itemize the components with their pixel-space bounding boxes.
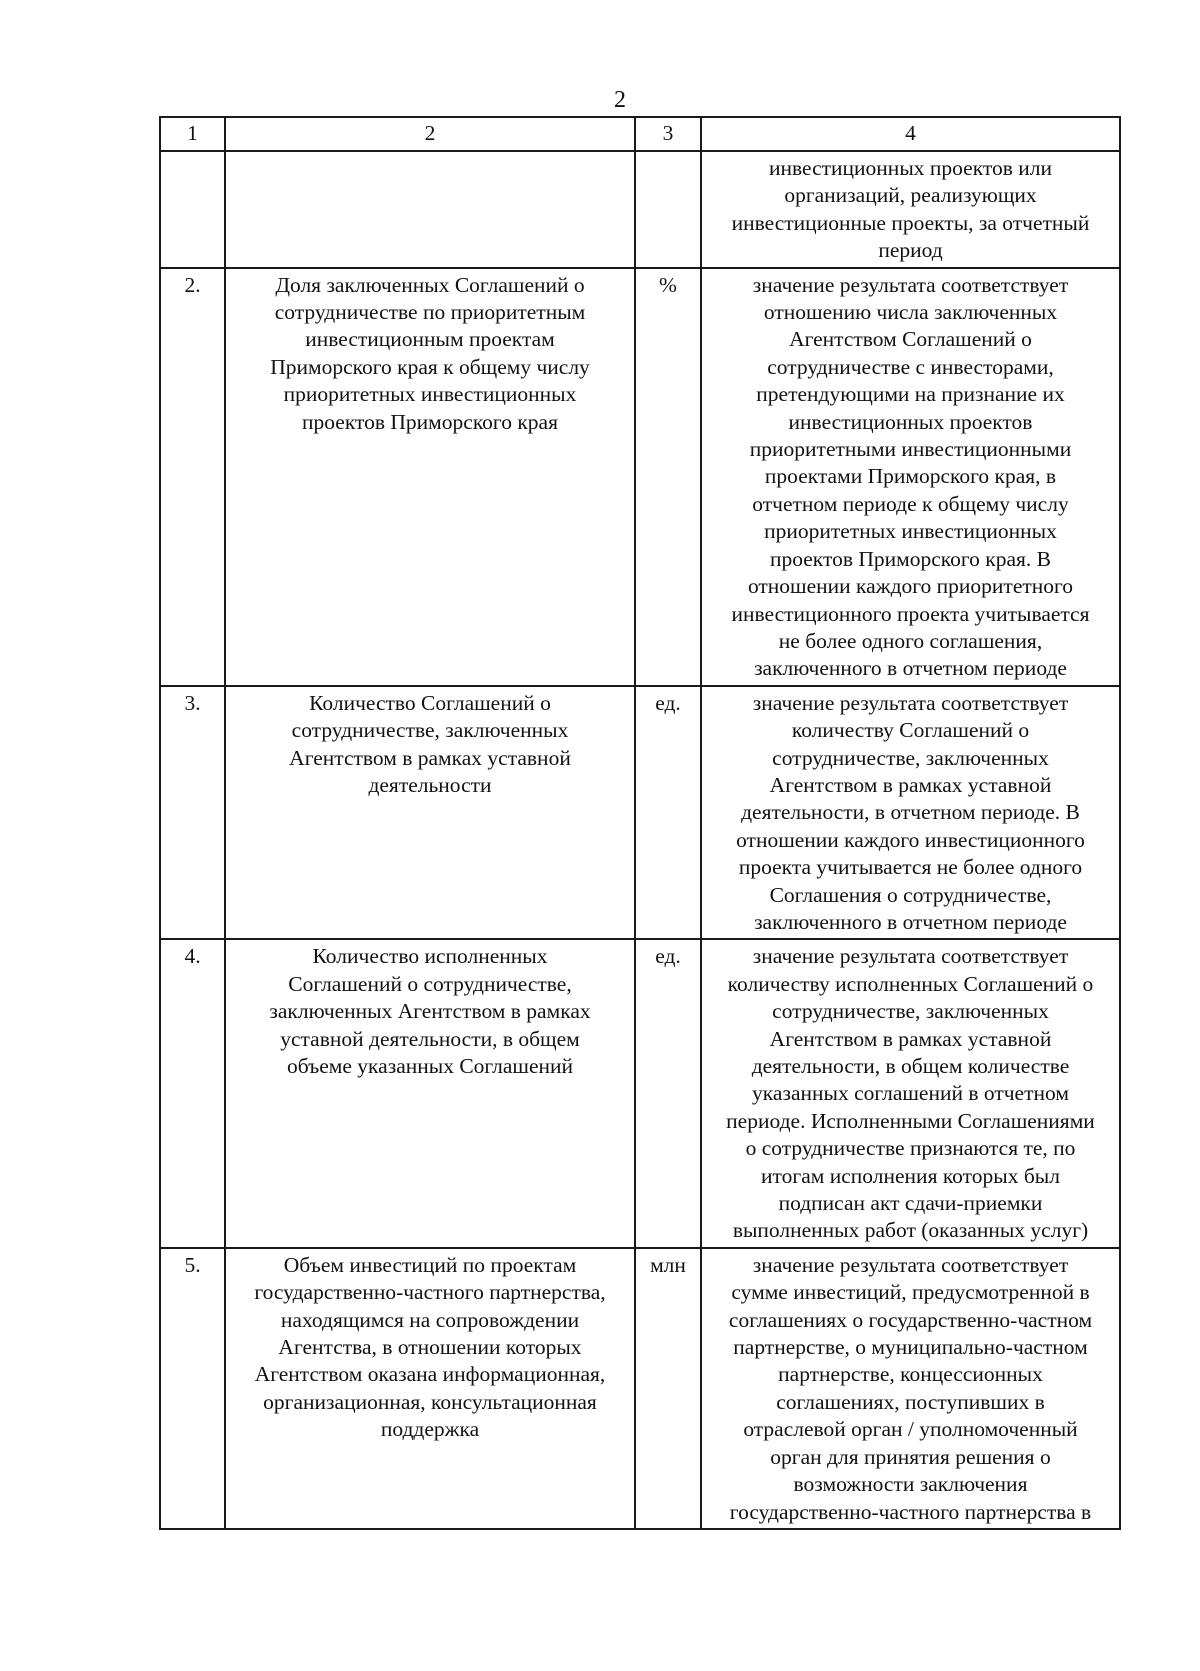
row-number: 3.	[160, 686, 225, 940]
indicator-name: Объем инвестиций по проектам государственно-частного партнерства, находящимся на сопровождении Агентства, в отношении которых Агентством оказана информационная, организационная, консультационная поддержка	[225, 1248, 635, 1529]
header-col-2: 2	[225, 117, 635, 151]
unit: млн	[635, 1248, 701, 1529]
unit	[635, 151, 701, 268]
indicator-name: Доля заключенных Соглашений о сотрудничестве по приоритетным инвестиционным проектам Приморского края к общему числу приоритетных инвестиционных проектов Приморского края	[225, 268, 635, 686]
row-number: 5.	[160, 1248, 225, 1529]
indicator-description: инвестиционных проектов или организаций, реализующих инвестиционные проекты, за отчетный период	[701, 151, 1120, 268]
indicator-description: значение результата соответствует отношению числа заключенных Агентством Соглашений о сотрудничестве с инвесторами, претендующими на признание их инвестиционных проектов приоритетными инвестиционными проектами Приморского края, в отчетном периоде к общему числу приоритетных инвестиционных проектов Приморского края. В отношении каждого приоритетного инвестиционного проекта учитывается не более одного соглашения, заключенного в отчетном периоде	[701, 268, 1120, 686]
indicator-name: Количество Соглашений о сотрудничестве, заключенных Агентством в рамках уставной деятельности	[225, 686, 635, 940]
unit: ед.	[635, 939, 701, 1247]
table-row	[160, 268, 1120, 686]
table-row	[160, 686, 1120, 940]
table-row	[160, 939, 1120, 1247]
indicator-name: Количество исполненных Соглашений о сотрудничестве, заключенных Агентством в рамках уставной деятельности, в общем объеме указанных Соглашений	[225, 939, 635, 1247]
table-row	[160, 1248, 1120, 1529]
table-row	[160, 151, 1120, 268]
header-col-4: 4	[701, 117, 1120, 151]
row-number: 2.	[160, 268, 225, 686]
row-number: 4.	[160, 939, 225, 1247]
header-col-3: 3	[635, 117, 701, 151]
table-body	[160, 151, 1120, 1529]
indicator-name	[225, 151, 635, 268]
indicator-description: значение результата соответствует сумме инвестиций, предусмотренной в соглашениях о государственно-частном партнерстве, о муниципально-частном партнерстве, концессионных соглашениях, поступивших в отраслевой орган / уполномоченный орган для принятия решения о возможности заключения государственно-частного партнерства в	[701, 1248, 1120, 1529]
indicator-description: значение результата соответствует количеству исполненных Соглашений о сотрудничестве, заключенных Агентством в рамках уставной деятельности, в общем количестве указанных соглашений в отчетном периоде. Исполненными Соглашениями о сотрудничестве признаются те, по итогам исполнения которых был подписан акт сдачи-приемки выполненных работ (оказанных услуг)	[701, 939, 1120, 1247]
unit: %	[635, 268, 701, 686]
page-number: 2	[614, 87, 626, 113]
header-col-1: 1	[160, 117, 225, 151]
indicator-description: значение результата соответствует количеству Соглашений о сотрудничестве, заключенных Агентством в рамках уставной деятельности, в отчетном периоде. В отношении каждого инвестиционного проекта учитывается не более одного Соглашения о сотрудничестве, заключенного в отчетном периоде	[701, 686, 1120, 940]
unit: ед.	[635, 686, 701, 940]
header-row	[160, 117, 1120, 151]
results-table	[159, 116, 1121, 1530]
table-header	[160, 117, 1120, 151]
row-number	[160, 151, 225, 268]
